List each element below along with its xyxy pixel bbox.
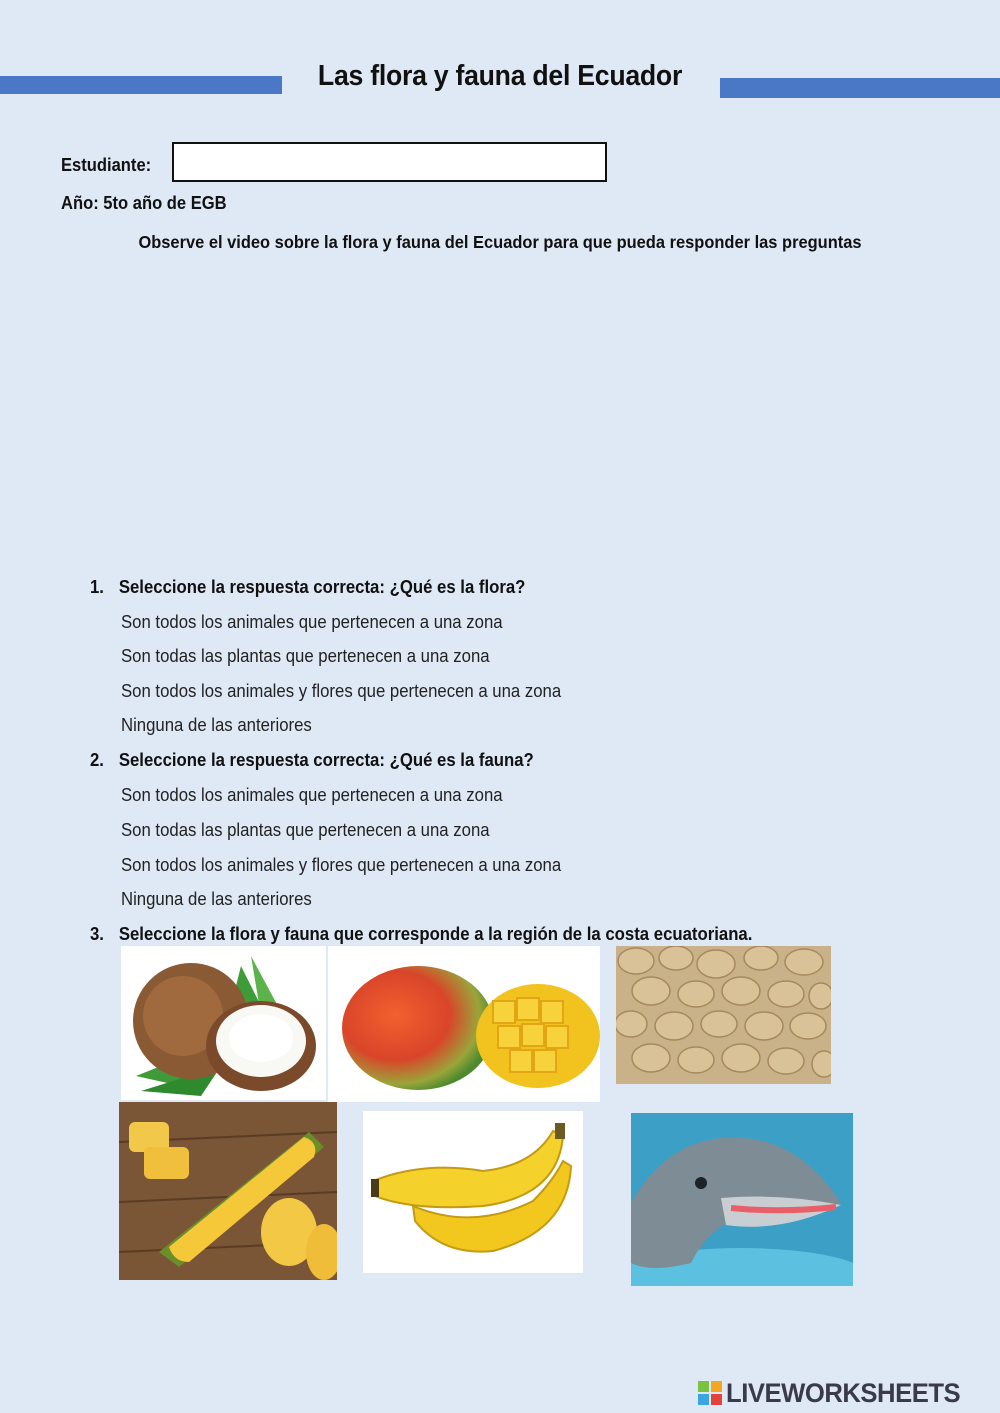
q1-option-2[interactable]: Son todas las plantas que pertenecen a una zona <box>121 646 490 666</box>
header-accent-bar-left <box>0 76 282 94</box>
logo-icon <box>698 1381 722 1405</box>
q1-option-1[interactable]: Son todos los animales que pertenecen a una zona <box>121 612 503 632</box>
question-number: 2. <box>90 750 104 770</box>
dolphin-image[interactable] <box>631 1113 853 1286</box>
year-label: Año: 5to año de EGB <box>61 193 227 213</box>
question-2 <box>90 750 534 771</box>
liveworksheets-logo <box>698 1376 973 1410</box>
q1-option-3[interactable]: Son todos los animales y flores que pertenecen a una zona <box>121 681 562 701</box>
student-name-input[interactable] <box>172 142 607 182</box>
student-label: Estudiante: <box>61 155 152 175</box>
coconut-image[interactable] <box>121 946 326 1100</box>
instructions-text: Observe el video sobre la flora y fauna del Ecuador para que pueda responder las preguntas <box>138 232 862 252</box>
mango-image[interactable] <box>328 946 600 1102</box>
page-title: Las flora y fauna del Ecuador <box>317 60 683 92</box>
q2-option-1[interactable]: Son todos los animales que pertenecen a una zona <box>121 785 503 805</box>
q2-option-2[interactable]: Son todas las plantas que pertenecen a una zona <box>121 820 490 840</box>
question-number: 3. <box>90 924 104 944</box>
video-area[interactable] <box>120 270 880 560</box>
question-text: Seleccione la respuesta correcta: ¿Qué es la fauna? <box>118 750 534 770</box>
question-text: Seleccione la flora y fauna que corresponde a la región de la costa ecuatoriana. <box>118 924 753 944</box>
question-number: 1. <box>90 577 104 597</box>
potatoes-image[interactable] <box>616 946 831 1084</box>
question-1 <box>90 577 525 598</box>
brand-name: LIVEWORKSHEETS <box>726 1377 961 1408</box>
q2-option-4[interactable]: Ninguna de las anteriores <box>121 889 312 909</box>
question-3 <box>90 924 752 945</box>
corn-image[interactable] <box>119 1102 337 1280</box>
q1-option-4[interactable]: Ninguna de las anteriores <box>121 715 312 735</box>
question-text: Seleccione la respuesta correcta: ¿Qué es la flora? <box>118 577 526 597</box>
q2-option-3[interactable]: Son todos los animales y flores que pertenecen a una zona <box>121 855 562 875</box>
header-accent-bar-right <box>720 78 1000 98</box>
banana-image[interactable] <box>363 1111 583 1273</box>
